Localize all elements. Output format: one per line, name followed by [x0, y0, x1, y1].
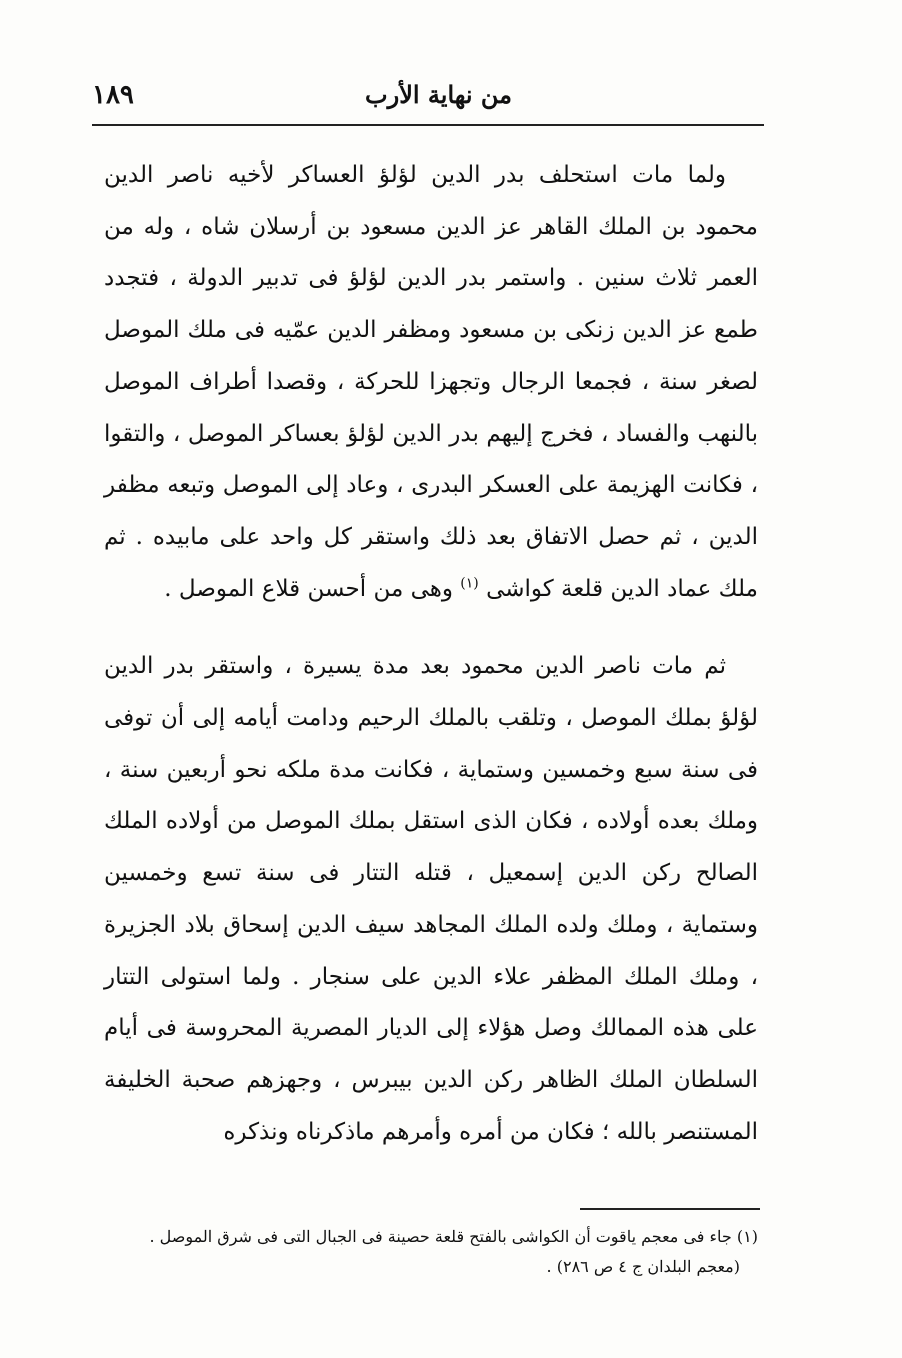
running-title: من نهاية الأرب [365, 80, 512, 109]
footnote-divider [580, 1208, 760, 1210]
page-header [92, 80, 762, 124]
footnote-1-line-1: (١) جاء فى معجم ياقوت أن الكواشى بالفتح قلعة حصينة فى الجبال التى فى شرق الموصل . [149, 1227, 758, 1246]
footnote-reference: (١) [460, 574, 479, 591]
paragraph-1 [104, 150, 758, 615]
footnote-1-citation: (معجم البلدان ج ٤ ص ٢٨٦) . [546, 1257, 740, 1276]
footnote-1-line-2 [104, 1252, 758, 1282]
paragraph-2: ثم مات ناصر الدين محمود بعد مدة يسيرة ، واستقر بدر الدين لؤلؤ بملك الموصل ، وتلقب بالملك الرحيم ودامت أيامه إلى أن توفى فى سنة سبع وخمسين وستماية ، فكانت مدة ملكه نحو أربعين سنة ، وملك بعده أولاده ، فكان الذى استقل بملك الموصل من أولاده الملك الصالح ركن الدين إسمعيل ، قتله التتار فى سنة تسع وخمسين وستماية ، وملك ولده الملك المجاهد سيف الدين إسحاق بلاد الجزيرة ، وملك الملك المظفر علاء الدين على سنجار . ولما استولى التتار على هذه الممالك وصل هؤلاء إلى الديار المصرية المحروسة فى أيام السلطان الملك الظاهر ركن الدين بيبرس ، وجهزهم صحبة الخليفة المستنصر بالله ؛ فكان من أمره وأمرهم ماذكرناه ونذكره [104, 653, 758, 1145]
page-number: ١٨٩ [92, 80, 134, 110]
footnotes [104, 1222, 758, 1282]
main-text [104, 150, 758, 1158]
paragraph-1-text-b: وهى من أحسن قلاع الموصل . [164, 575, 453, 602]
paragraph-1-text-a: ولما مات استحلف بدر الدين لؤلؤ العساكر لأخيه ناصر الدين محمود بن الملك القاهر عز الدين مسعود بن أرسلان شاه ، وله من العمر ثلاث سنين . واستمر بدر الدين لؤلؤ فى تدبير الدولة ، فتجدد طمع عز الدين زنكى بن مسعود ومظفر الدين عمّيه فى ملك الموصل لصغر سنة ، فجمعا الرجال وتجهزا للحركة ، وقصدا أطراف الموصل بالنهب والفساد ، فخرج إليهم بدر الدين لؤلؤ بعساكر الموصل ، والتقوا ، فكانت الهزيمة على العسكر البدرى ، وعاد إلى الموصل وتبعه مظفر الدين ، ثم حصل الاتفاق بعد ذلك واستقر كل واحد على مابيده . ثم ملك عماد الدين قلعة كواشى [104, 162, 758, 602]
header-divider [92, 124, 764, 126]
